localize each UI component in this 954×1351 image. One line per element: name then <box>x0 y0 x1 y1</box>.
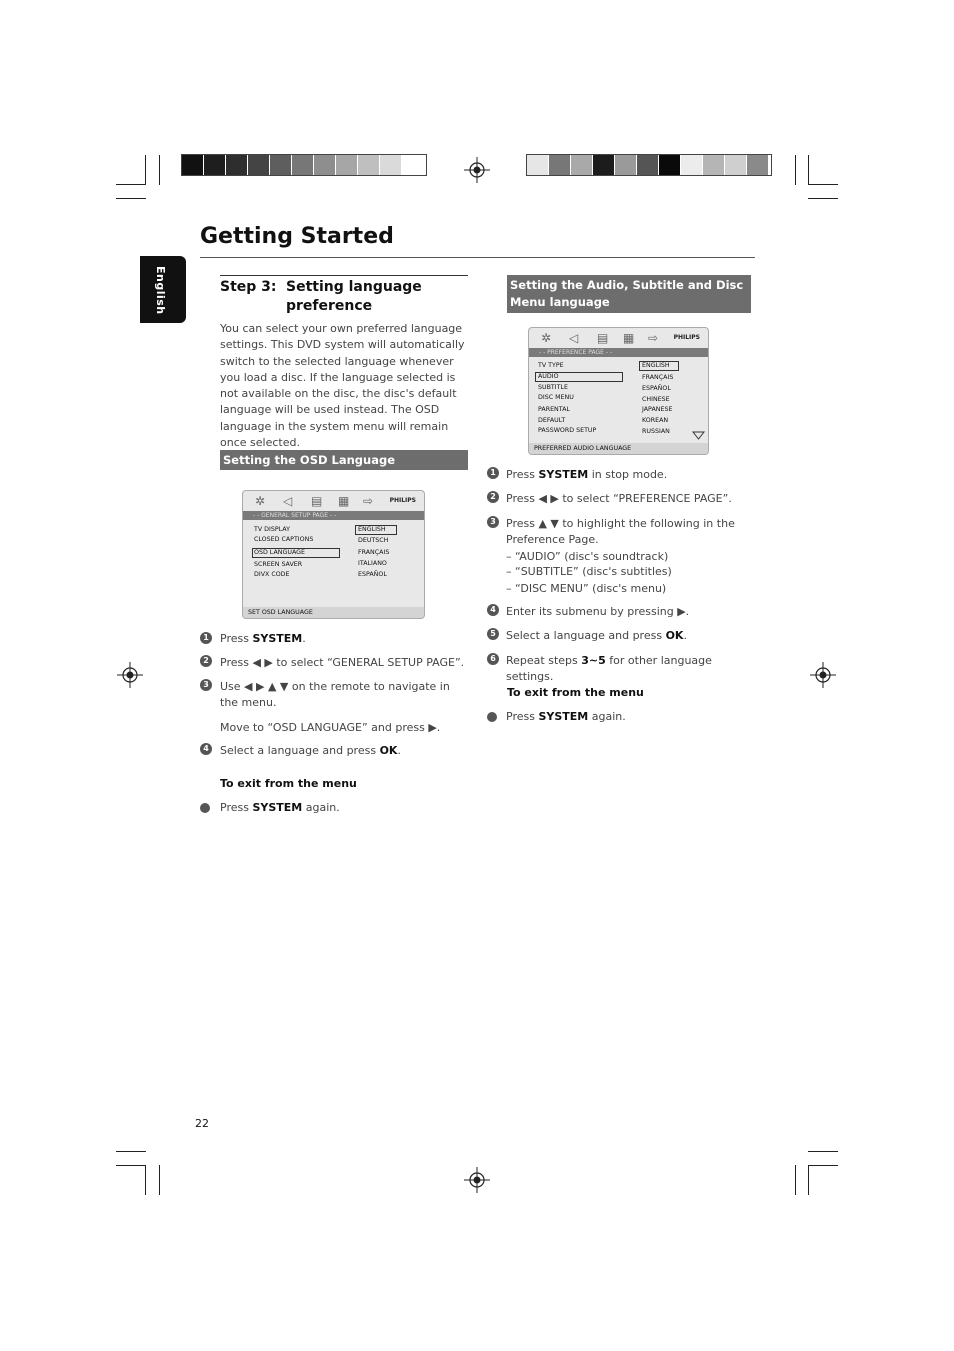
grid-icon: ▦ <box>623 331 635 345</box>
osd-menu-item: OSD LANGUAGE <box>254 549 306 556</box>
general-setup-screen <box>242 490 425 619</box>
step-text: Press ◀ ▶ to select “GENERAL SETUP PAGE”. <box>220 656 465 669</box>
crop-mark <box>808 1151 838 1152</box>
step-bullet: 1 <box>487 467 499 479</box>
exit-icon: ⇨ <box>363 494 374 508</box>
sub-item: – “SUBTITLE” (disc's subtitles) <box>506 565 672 578</box>
bullet-dot <box>200 803 210 813</box>
color-bar-left <box>181 154 427 176</box>
osd-menu-item: TV TYPE <box>538 362 564 369</box>
step-text: Move to “OSD LANGUAGE” and press ▶. <box>220 721 441 734</box>
osd-menu-item: AUDIO <box>538 373 559 380</box>
step-text: Select a language and press OK. <box>220 744 401 757</box>
crop-mark <box>116 184 146 185</box>
page-number: 22 <box>195 1117 209 1130</box>
language-side-tab <box>140 256 186 323</box>
scroll-down-icon <box>692 431 705 440</box>
step-title: Setting language preference <box>286 279 422 314</box>
osd-menu-item: SUBTITLE <box>538 384 568 391</box>
exit-heading: To exit from the menu <box>507 686 644 699</box>
registration-mark-icon <box>464 1167 490 1193</box>
crop-mark <box>808 1165 809 1195</box>
step-text: Press SYSTEM. <box>220 632 306 645</box>
osd-page-label: - - GENERAL SETUP PAGE - - <box>243 511 424 520</box>
step-bullet: 2 <box>200 655 212 667</box>
step-text: Select a language and press OK. <box>506 629 687 642</box>
osd-option: DEUTSCH <box>358 537 389 544</box>
exit-heading: To exit from the menu <box>220 777 357 790</box>
osd-option: ESPAÑOL <box>358 571 387 578</box>
osd-menu-item: DEFAULT <box>538 417 566 424</box>
grid-icon: ▦ <box>338 494 350 508</box>
osd-option: ENGLISH <box>358 526 386 533</box>
osd-option: FRANÇAIS <box>358 549 390 556</box>
crop-mark <box>145 155 146 185</box>
crop-mark <box>159 1165 160 1195</box>
step-bullet: 2 <box>487 491 499 503</box>
step-bullet: 4 <box>487 604 499 616</box>
osd-menu-item: DISC MENU <box>538 394 574 401</box>
brand-logo: PHILIPS <box>673 334 700 341</box>
crop-mark <box>116 1151 146 1152</box>
step-text: Use ◀ ▶ ▲ ▼ on the remote to navigate in the menu. <box>220 680 450 709</box>
step-text: Press SYSTEM in stop mode. <box>506 468 668 481</box>
osd-menu-item: TV DISPLAY <box>254 526 290 533</box>
crop-mark <box>159 155 160 185</box>
osd-option: JAPANESE <box>642 406 673 413</box>
osd-menu-item: PARENTAL <box>538 406 570 413</box>
osd-footer: SET OSD LANGUAGE <box>243 607 424 618</box>
osd-footer: PREFERRED AUDIO LANGUAGE <box>529 443 708 454</box>
crop-mark <box>808 1165 838 1166</box>
step-bullet: 6 <box>487 653 499 665</box>
step-bullet: 3 <box>487 516 499 528</box>
screen-icon: ▤ <box>311 494 323 508</box>
crop-mark <box>795 1165 796 1195</box>
registration-mark-icon <box>117 662 143 688</box>
osd-menu-item: DIVX CODE <box>254 571 290 578</box>
step-bullet: 4 <box>200 743 212 755</box>
audio-subtitle-banner: Setting the Audio, Subtitle and Disc Menu language <box>507 275 751 313</box>
osd-menu-item: PASSWORD SETUP <box>538 427 597 434</box>
gear-icon: ✲ <box>541 331 552 345</box>
osd-option: KOREAN <box>642 417 669 424</box>
osd-icon-row <box>243 491 424 511</box>
exit-icon: ⇨ <box>648 331 659 345</box>
brand-logo: PHILIPS <box>389 497 416 504</box>
section-title: Getting Started <box>200 224 394 249</box>
side-tab-label: English <box>154 266 167 315</box>
gear-icon: ✲ <box>255 494 266 508</box>
sub-item: – “DISC MENU” (disc's menu) <box>506 582 667 595</box>
step-bullet: 5 <box>487 628 499 640</box>
intro-paragraph: You can select your own preferred language settings. This DVD system will automatically switch to the selected language whenever you load a disc. If the language selected is not available on the disc, the disc's default language will be used instead. The OSD language in the system menu will remain once selected. <box>220 322 465 450</box>
step-number: Step 3: <box>220 279 277 295</box>
registration-mark-icon <box>810 662 836 688</box>
crop-mark <box>116 198 146 199</box>
osd-option: FRANÇAIS <box>642 374 674 381</box>
step-text: Press ◀ ▶ to select “PREFERENCE PAGE”. <box>506 492 732 505</box>
speaker-icon: ◁ <box>569 331 579 345</box>
registration-mark-icon <box>464 157 490 183</box>
osd-option: ENGLISH <box>642 362 670 369</box>
osd-option: CHINESE <box>642 396 670 403</box>
osd-option: ITALIANO <box>358 560 387 567</box>
bullet-dot <box>487 712 497 722</box>
crop-mark <box>116 1165 146 1166</box>
crop-mark <box>145 1165 146 1195</box>
osd-icon-row <box>529 328 708 348</box>
osd-page-label: - - PREFERENCE PAGE - - <box>529 348 708 357</box>
osd-option: ESPAÑOL <box>642 385 671 392</box>
crop-mark <box>808 184 838 185</box>
step-text: Repeat steps 3~5 for other language settings. <box>506 654 712 683</box>
osd-option: RUSSIAN <box>642 428 670 435</box>
step-bullet: 3 <box>200 679 212 691</box>
crop-mark <box>795 155 796 185</box>
exit-text: Press SYSTEM again. <box>220 801 340 814</box>
step-heading <box>220 275 468 316</box>
speaker-icon: ◁ <box>283 494 293 508</box>
exit-text: Press SYSTEM again. <box>506 710 626 723</box>
color-bar-right <box>526 154 772 176</box>
osd-language-banner: Setting the OSD Language <box>220 450 468 470</box>
step-bullet: 1 <box>200 632 212 644</box>
step-text: Press ▲ ▼ to highlight the following in the Preference Page. <box>506 517 735 546</box>
title-rule <box>200 257 755 258</box>
osd-menu-item: SCREEN SAVER <box>254 561 303 568</box>
step-text: Enter its submenu by pressing ▶. <box>506 605 690 618</box>
screen-icon: ▤ <box>597 331 609 345</box>
preference-page-screen <box>528 327 709 455</box>
osd-menu-item: CLOSED CAPTIONS <box>254 536 314 543</box>
crop-mark <box>808 155 809 185</box>
crop-mark <box>808 198 838 199</box>
sub-item: – “AUDIO” (disc's soundtrack) <box>506 550 669 563</box>
